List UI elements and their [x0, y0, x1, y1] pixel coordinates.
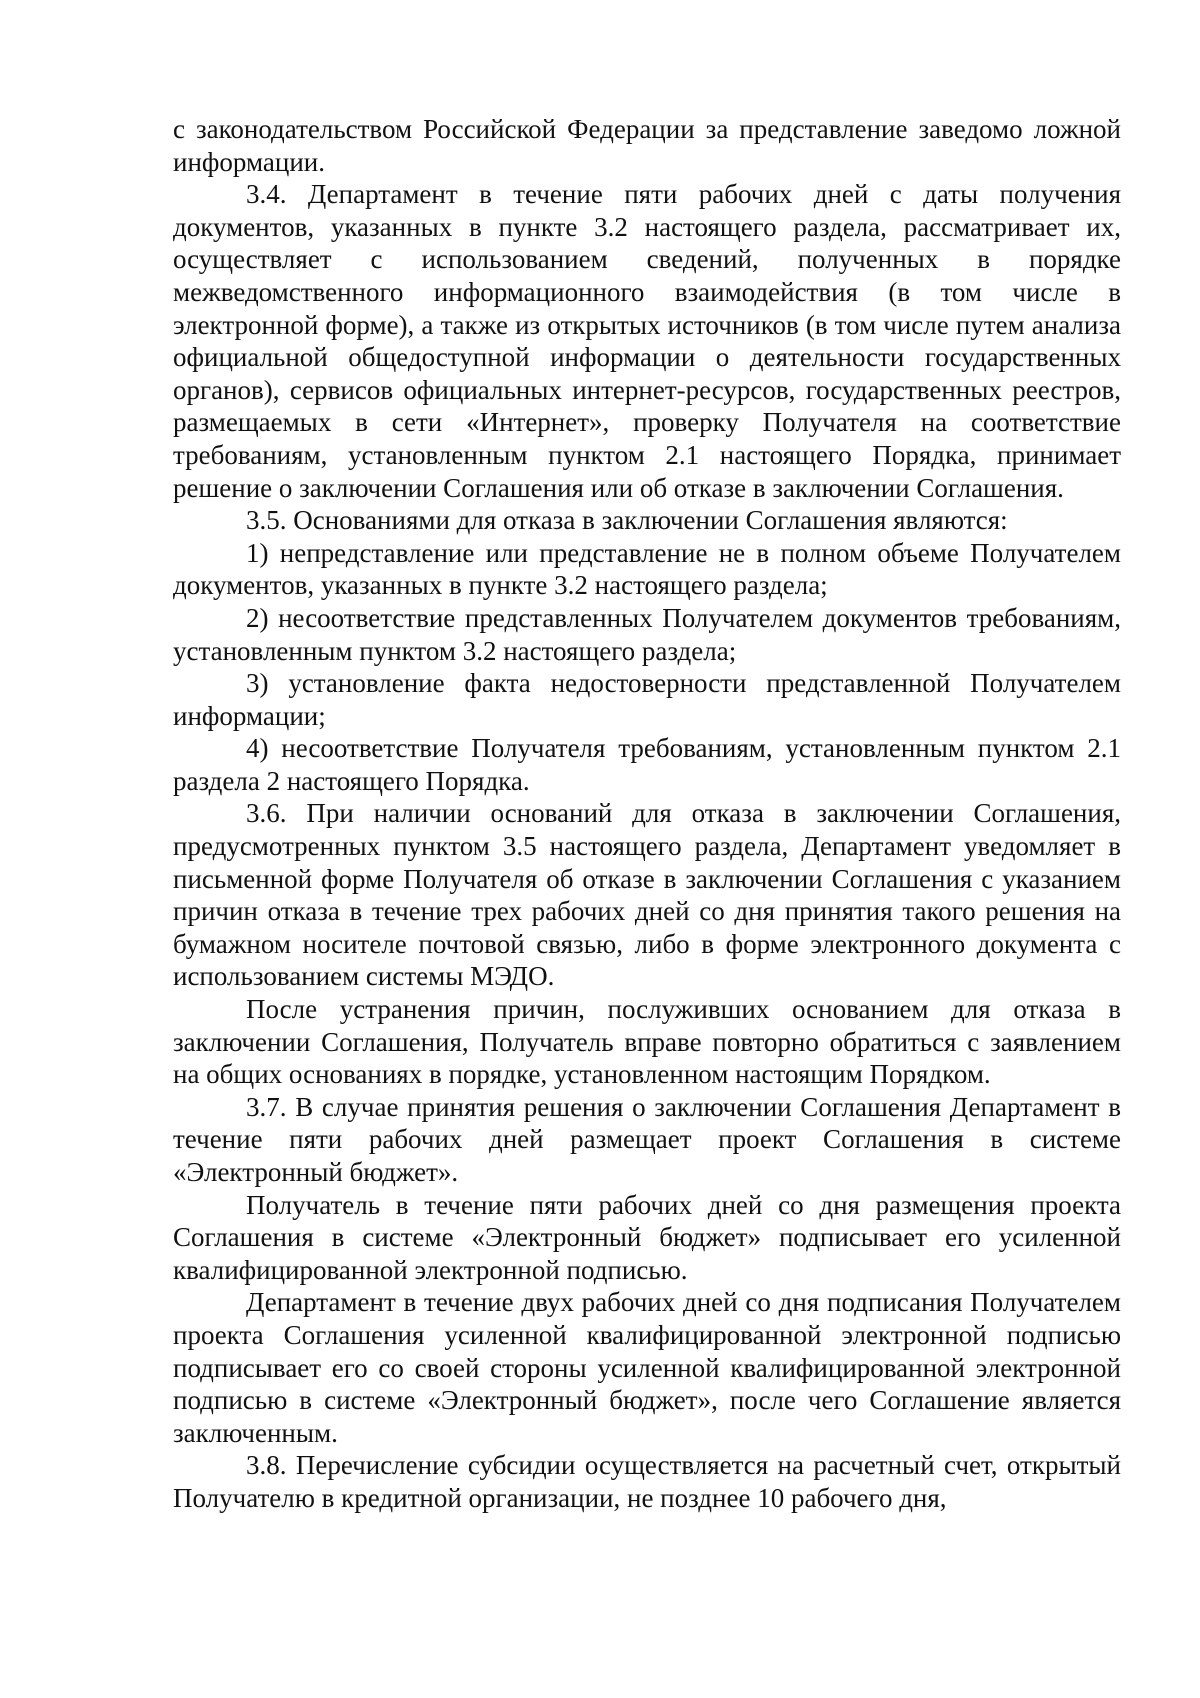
paragraph-3-4: 3.4. Департамент в течение пяти рабочих дней с даты получения документов, указанных в пункте 3.2 настоящего раздела, рассматривает их, осуществляет с использованием сведений, полученных в порядке межведомственного информационного взаимодействия (в том числе в электронной форме), а также из открытых источников (в том числе путем анализа официальной общедоступной информации о деятельности государственных органов), сервисов официальных интернет-ресурсов, государственных реестров, размещаемых в сети «Интернет», проверку Получателя на соответствие требованиям, установленным пунктом 2.1 настоящего Порядка, принимает решение о заключении Соглашения или об отказе в заключении Соглашения. — [173, 179, 1121, 503]
list-item-2: 2) несоответствие представленных Получателем документов требованиям, установленным пунктом 3.2 настоящего раздела; — [173, 602, 1121, 666]
paragraph-3-7: 3.7. В случае принятия решения о заключении Соглашения Департамент в течение пяти рабочих дней размещает проект Соглашения в системе «Электронный бюджет». — [173, 1091, 1121, 1187]
paragraph-3-8: 3.8. Перечисление субсидии осуществляется на расчетный счет, открытый Получателю в кредитной организации, не позднее 10 рабочего дня, — [173, 1450, 1121, 1513]
paragraph-department-signing: Департамент в течение двух рабочих дней со дня подписания Получателем проекта Соглашения усиленной квалифицированной электронной подписью подписывает его со своей стороны усиленной квалифицированной электронной подписью в системе «Электронный бюджет», после чего Соглашение является заключенным. — [173, 1287, 1121, 1448]
paragraph-3-5: 3.5. Основаниями для отказа в заключении Соглашения являются: — [246, 505, 1008, 536]
list-item-3: 3) установление факта недостоверности представленной Получателем информации; — [173, 668, 1121, 731]
paragraph-continuation: с законодательством Российской Федерации за представление заведомо ложной информации. — [173, 114, 1121, 177]
paragraph-recipient-signing: Получатель в течение пяти рабочих дней со дня размещения проекта Соглашения в системе «Электронный бюджет» подписывает его усиленной квалифицированной электронной подписью. — [173, 1189, 1121, 1285]
list-item-1: 1) непредставление или представление не в полном объеме Получателем документов, указанных в пункте 3.2 настоящего раздела; — [173, 537, 1121, 601]
document-body — [173, 113, 1121, 1515]
paragraph-3-6: 3.6. При наличии оснований для отказа в заключении Соглашения, предусмотренных пунктом 3.5 настоящего раздела, Департамент уведомляет в письменной форме Получателя об отказе в заключении Соглашения с указанием причин отказа в течение трех рабочих дней со дня принятия такого решения на бумажном носителе почтовой связью, либо в форме электронного документа с использованием системы МЭДО. — [173, 798, 1121, 992]
list-item-4: 4) несоответствие Получателя требованиям, установленным пунктом 2.1 раздела 2 настоящего Порядка. — [173, 733, 1121, 796]
paragraph-after-refusal: После устранения причин, послуживших основанием для отказа в заключении Соглашения, Получатель вправе повторно обратиться с заявлением на общих основаниях в порядке, установленном настоящим Порядком. — [173, 994, 1121, 1090]
